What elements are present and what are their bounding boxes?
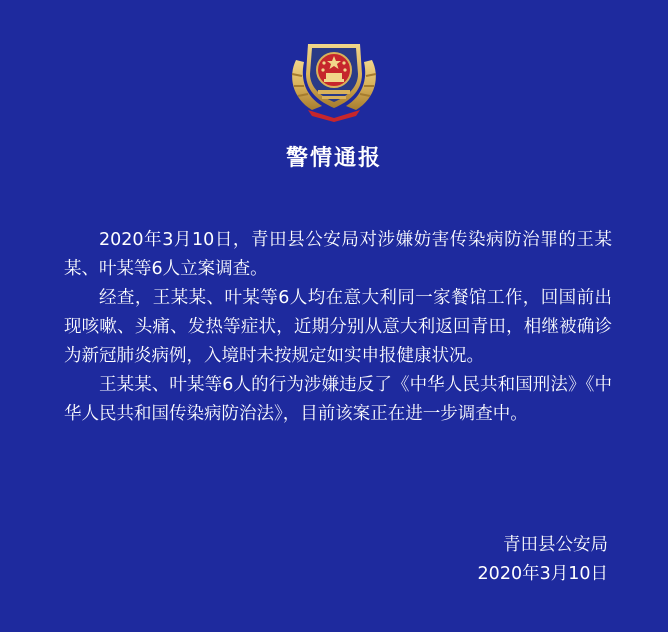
- police-emblem-icon: [282, 30, 386, 122]
- notice-paragraph: 2020年3月10日，青田县公安局对涉嫌妨害传染病防治罪的王某某、叶某等6人立案调查。: [64, 230, 612, 279]
- notice-paragraph: 经查，王某某、叶某等6人均在意大利同一家餐馆工作，回国前出现咳嗽、头痛、发热等症状，近期分别从意大利返回青田，相继被确诊为新冠肺炎病例，入境时未按规定如实申报健康状况。: [64, 288, 612, 366]
- notice-body: [64, 226, 612, 429]
- issuer-name: 青田县公安局: [503, 535, 608, 555]
- issue-date: 2020年3月10日: [477, 564, 608, 584]
- notice-title: 警情通报: [285, 146, 382, 171]
- signature-block: [478, 531, 608, 589]
- notice-paragraph: 王某某、叶某等6人的行为涉嫌违反了《中华人民共和国刑法》《中华人民共和国传染病防治法》，目前该案正在进一步调查中。: [64, 375, 612, 424]
